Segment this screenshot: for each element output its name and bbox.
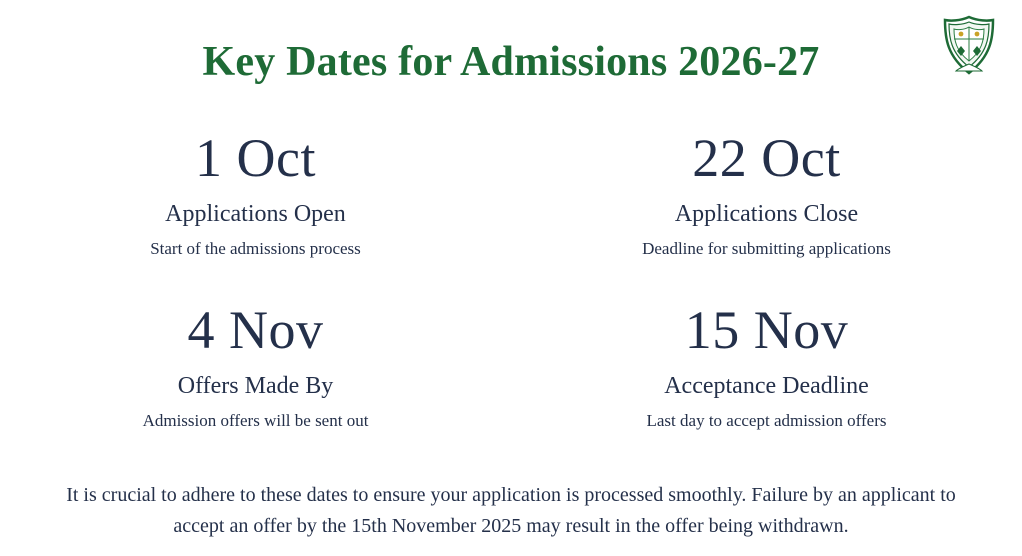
key-date-description: Deadline for submitting applications [642,239,891,259]
key-date-description: Admission offers will be sent out [142,411,369,431]
page-title: Key Dates for Admissions 2026-27 [202,39,820,85]
key-date-item [511,125,1022,297]
key-date-description: Start of the admissions process [150,239,361,259]
key-date-item [511,297,1022,449]
footer-note: It is crucial to adhere to these dates to ensure your application is processed smoothly. Failure by an applicant to accept an offer by the 15th November 2025 may result in the offer being withdrawn. [66,484,956,537]
key-dates-grid [0,125,1022,449]
key-date-description: Last day to accept admission offers [646,411,887,431]
key-date-label: Offers Made By [177,373,334,400]
key-date-value: 15 Nov [684,300,849,360]
key-date-value: 4 Nov [187,300,324,360]
key-date-value: 1 Oct [195,128,316,188]
key-date-label: Applications Open [165,201,346,228]
key-date-label: Acceptance Deadline [664,373,869,400]
key-date-item [0,297,511,449]
key-date-label: Applications Close [674,201,859,228]
key-date-value: 22 Oct [692,128,841,188]
key-date-item [0,125,511,297]
